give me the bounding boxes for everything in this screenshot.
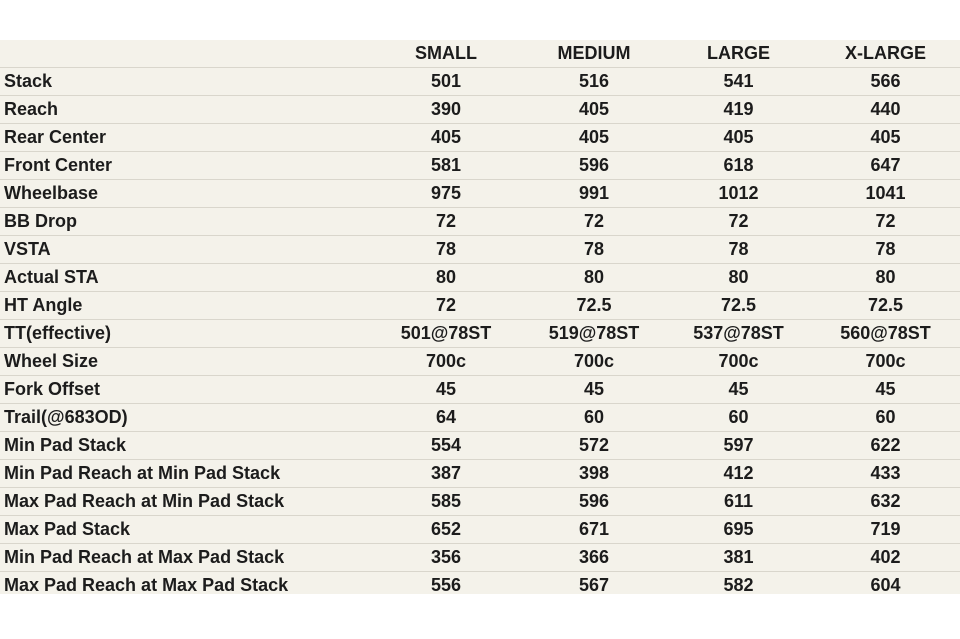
table-row: [0, 460, 960, 488]
table-cell: 700c: [666, 348, 811, 376]
column-header-x-large: X-LARGE: [845, 43, 926, 63]
table-cell: 72: [370, 208, 522, 236]
column-header-large: LARGE: [707, 43, 770, 63]
table-cell: 566: [811, 68, 960, 96]
table-cell: 501@78ST: [370, 320, 522, 348]
table-row: [0, 488, 960, 516]
row-label: Max Pad Reach at Min Pad Stack: [0, 488, 370, 516]
row-label: Front Center: [0, 152, 370, 180]
row-label: Trail(@683OD): [0, 404, 370, 432]
table-row: [0, 572, 960, 600]
table-cell: 402: [811, 544, 960, 572]
header-row: [0, 40, 960, 68]
table-row: [0, 544, 960, 572]
row-label: BB Drop: [0, 208, 370, 236]
row-label: Max Pad Reach at Max Pad Stack: [0, 572, 370, 600]
row-label: Min Pad Reach at Min Pad Stack: [0, 460, 370, 488]
table-cell: 719: [811, 516, 960, 544]
row-label: Min Pad Stack: [0, 432, 370, 460]
table-cell: 412: [666, 460, 811, 488]
geometry-sheet: [0, 40, 960, 594]
table-cell: 60: [522, 404, 666, 432]
table-cell: 390: [370, 96, 522, 124]
table-cell: 618: [666, 152, 811, 180]
table-row: [0, 68, 960, 96]
table-row: [0, 320, 960, 348]
table-cell: 975: [370, 180, 522, 208]
table-cell: 80: [811, 264, 960, 292]
table-cell: 541: [666, 68, 811, 96]
row-label: Wheelbase: [0, 180, 370, 208]
table-cell: 582: [666, 572, 811, 600]
row-label: Fork Offset: [0, 376, 370, 404]
table-row: [0, 208, 960, 236]
table-cell: 80: [522, 264, 666, 292]
table-cell: 556: [370, 572, 522, 600]
table-row: [0, 292, 960, 320]
table-cell: 604: [811, 572, 960, 600]
table-cell: 45: [370, 376, 522, 404]
table-body: [0, 68, 960, 600]
table-cell: 72: [522, 208, 666, 236]
table-cell: 64: [370, 404, 522, 432]
table-cell: 419: [666, 96, 811, 124]
table-row: [0, 404, 960, 432]
table-cell: 585: [370, 488, 522, 516]
table-cell: 398: [522, 460, 666, 488]
table-cell: 596: [522, 152, 666, 180]
table-cell: 72.5: [811, 292, 960, 320]
table-cell: 596: [522, 488, 666, 516]
row-label: Max Pad Stack: [0, 516, 370, 544]
geometry-table: [0, 40, 960, 599]
table-cell: 60: [811, 404, 960, 432]
table-cell: 78: [811, 236, 960, 264]
table-cell: 560@78ST: [811, 320, 960, 348]
table-cell: 991: [522, 180, 666, 208]
table-cell: 652: [370, 516, 522, 544]
table-cell: 45: [522, 376, 666, 404]
header-corner: [0, 40, 370, 68]
table-cell: 611: [666, 488, 811, 516]
table-cell: 695: [666, 516, 811, 544]
table-cell: 72.5: [666, 292, 811, 320]
row-label: Reach: [0, 96, 370, 124]
row-label: Wheel Size: [0, 348, 370, 376]
row-label: Min Pad Reach at Max Pad Stack: [0, 544, 370, 572]
table-cell: 1012: [666, 180, 811, 208]
row-label: HT Angle: [0, 292, 370, 320]
table-cell: 60: [666, 404, 811, 432]
table-cell: 700c: [522, 348, 666, 376]
table-cell: 572: [522, 432, 666, 460]
table-cell: 700c: [370, 348, 522, 376]
table-cell: 440: [811, 96, 960, 124]
table-cell: 381: [666, 544, 811, 572]
table-row: [0, 432, 960, 460]
table-row: [0, 516, 960, 544]
table-cell: 405: [370, 124, 522, 152]
table-cell: 72: [666, 208, 811, 236]
table-cell: 567: [522, 572, 666, 600]
table-cell: 405: [522, 124, 666, 152]
table-cell: 45: [666, 376, 811, 404]
table-cell: 387: [370, 460, 522, 488]
table-row: [0, 180, 960, 208]
table-row: [0, 124, 960, 152]
table-cell: 622: [811, 432, 960, 460]
table-cell: 519@78ST: [522, 320, 666, 348]
table-cell: 78: [522, 236, 666, 264]
table-row: [0, 236, 960, 264]
table-cell: 45: [811, 376, 960, 404]
table-cell: 516: [522, 68, 666, 96]
table-cell: 78: [666, 236, 811, 264]
table-row: [0, 376, 960, 404]
table-cell: 80: [666, 264, 811, 292]
table-cell: 554: [370, 432, 522, 460]
table-row: [0, 264, 960, 292]
table-row: [0, 348, 960, 376]
table-cell: 597: [666, 432, 811, 460]
table-row: [0, 96, 960, 124]
table-cell: 1041: [811, 180, 960, 208]
table-row: [0, 152, 960, 180]
table-cell: 72.5: [522, 292, 666, 320]
table-cell: 366: [522, 544, 666, 572]
row-label: TT(effective): [0, 320, 370, 348]
row-label: Stack: [0, 68, 370, 96]
table-cell: 78: [370, 236, 522, 264]
table-cell: 632: [811, 488, 960, 516]
table-cell: 700c: [811, 348, 960, 376]
table-cell: 72: [811, 208, 960, 236]
table-cell: 72: [370, 292, 522, 320]
table-cell: 647: [811, 152, 960, 180]
row-label: VSTA: [0, 236, 370, 264]
table-cell: 405: [811, 124, 960, 152]
table-cell: 405: [666, 124, 811, 152]
column-header-small: SMALL: [415, 43, 477, 63]
table-cell: 581: [370, 152, 522, 180]
table-cell: 671: [522, 516, 666, 544]
table-cell: 405: [522, 96, 666, 124]
row-label: Actual STA: [0, 264, 370, 292]
row-label: Rear Center: [0, 124, 370, 152]
table-cell: 501: [370, 68, 522, 96]
table-cell: 433: [811, 460, 960, 488]
table-cell: 537@78ST: [666, 320, 811, 348]
column-header-medium: MEDIUM: [557, 43, 631, 63]
table-cell: 80: [370, 264, 522, 292]
table-cell: 356: [370, 544, 522, 572]
